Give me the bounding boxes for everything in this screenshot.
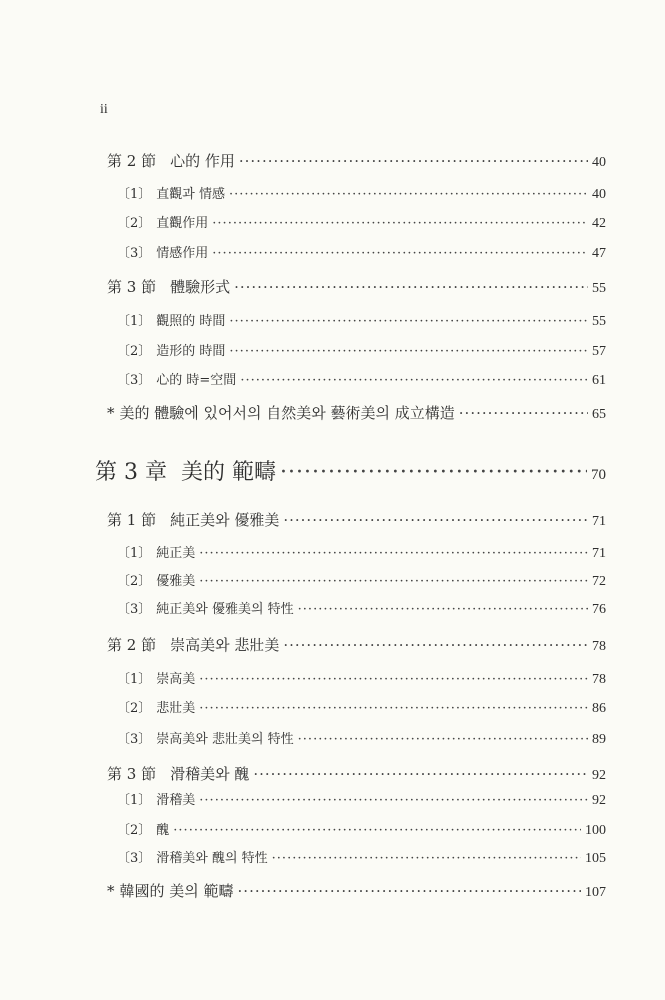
entry-page: 89 bbox=[592, 732, 606, 747]
entry-label bbox=[117, 183, 225, 202]
entry-title: 直觀과 情感 bbox=[156, 187, 225, 202]
entry-page: 100 bbox=[585, 823, 606, 838]
dot-leader bbox=[199, 793, 588, 808]
entry-label bbox=[107, 880, 234, 901]
entry-page: 55 bbox=[592, 281, 606, 296]
dot-leader bbox=[199, 701, 588, 716]
entry-label bbox=[117, 847, 268, 866]
entry-title: 滑稽美와 醜 bbox=[170, 765, 250, 783]
dot-leader bbox=[199, 546, 588, 561]
entry-page: 72 bbox=[592, 574, 606, 589]
entry-page: 92 bbox=[592, 793, 606, 808]
toc-entry-sub bbox=[117, 242, 606, 262]
toc-entry-sub bbox=[117, 542, 606, 562]
entry-label bbox=[117, 570, 195, 589]
toc-entry-chap bbox=[95, 455, 606, 486]
entry-page: 61 bbox=[592, 373, 606, 388]
toc-entry-sec bbox=[107, 276, 606, 297]
dot-leader bbox=[199, 574, 588, 589]
entry-label bbox=[107, 763, 249, 784]
entry-title: 滑稽美 bbox=[156, 793, 196, 808]
entry-title: 造形的 時間 bbox=[156, 344, 226, 359]
toc-entry-sub bbox=[117, 697, 606, 717]
entry-number: 〔2〕 bbox=[117, 701, 152, 716]
toc-entry-sub bbox=[117, 847, 606, 867]
entry-page: 78 bbox=[592, 672, 606, 687]
entry-number: 〔1〕 bbox=[117, 314, 152, 329]
toc-entry-sub bbox=[117, 369, 606, 389]
entry-title: 崇高美와 悲壯美 bbox=[170, 636, 280, 654]
dot-leader bbox=[272, 851, 581, 866]
entry-page: 65 bbox=[592, 407, 606, 422]
entry-title: 純正美와 優雅美 bbox=[170, 511, 280, 529]
dot-leader bbox=[253, 765, 588, 783]
entry-page: 105 bbox=[585, 851, 606, 866]
entry-number: 〔3〕 bbox=[117, 732, 152, 747]
toc-entry-sec bbox=[107, 763, 606, 784]
dot-leader bbox=[212, 216, 588, 231]
toc-entry-sub bbox=[117, 668, 606, 688]
dot-leader bbox=[239, 152, 588, 170]
toc-entry-sub bbox=[117, 728, 606, 748]
toc-entry-sub bbox=[117, 598, 606, 618]
entry-page: 47 bbox=[592, 246, 606, 261]
entry-number: 〔3〕 bbox=[117, 373, 152, 388]
dot-leader bbox=[238, 882, 581, 900]
entry-label bbox=[107, 150, 235, 171]
toc-entry-sub bbox=[117, 819, 606, 839]
entry-label bbox=[117, 340, 225, 359]
entry-label bbox=[117, 598, 294, 617]
entry-label bbox=[117, 369, 236, 388]
entry-page: 71 bbox=[592, 514, 606, 529]
entry-title: 心的 作用 bbox=[170, 152, 235, 170]
entry-number: 〔2〕 bbox=[117, 216, 152, 231]
dot-leader bbox=[212, 246, 588, 261]
entry-number: 〔2〕 bbox=[117, 574, 152, 589]
entry-number: 第 2 節 bbox=[107, 152, 157, 170]
dot-leader bbox=[283, 636, 588, 654]
dot-leader bbox=[199, 672, 588, 687]
entry-number: 〔1〕 bbox=[117, 187, 152, 202]
entry-title: 純正美와 優雅美의 特性 bbox=[156, 602, 294, 617]
entry-label bbox=[117, 728, 294, 747]
dot-leader bbox=[298, 602, 588, 617]
entry-title: 韓國的 美의 範疇 bbox=[119, 882, 234, 900]
entry-number: 〔2〕 bbox=[117, 823, 152, 838]
dot-leader bbox=[173, 823, 581, 838]
toc-entry-sec bbox=[107, 509, 606, 530]
entry-label bbox=[107, 276, 230, 297]
dot-leader bbox=[229, 344, 588, 359]
toc-entry-sub bbox=[117, 212, 606, 232]
entry-page: 40 bbox=[592, 187, 606, 202]
dot-leader bbox=[234, 278, 588, 296]
entry-label bbox=[107, 402, 455, 423]
entry-title: 優雅美 bbox=[156, 574, 196, 589]
entry-number: 〔1〕 bbox=[117, 546, 152, 561]
entry-title: 醜 bbox=[156, 823, 170, 838]
entry-page: 42 bbox=[592, 216, 606, 231]
entry-title: 美的 範疇 bbox=[180, 460, 276, 485]
entry-number: 〔3〕 bbox=[117, 246, 152, 261]
dot-leader bbox=[240, 373, 588, 388]
entry-page: 57 bbox=[592, 344, 606, 359]
entry-number: * bbox=[107, 404, 115, 422]
entry-label bbox=[117, 212, 208, 231]
entry-title: 觀照的 時間 bbox=[156, 314, 226, 329]
dot-leader bbox=[229, 314, 588, 329]
entry-page: 107 bbox=[585, 885, 606, 900]
entry-label bbox=[117, 542, 195, 561]
toc-entry-sub bbox=[117, 340, 606, 360]
entry-number: 〔1〕 bbox=[117, 672, 152, 687]
entry-title: 直觀作用 bbox=[156, 216, 209, 231]
entry-page: 86 bbox=[592, 701, 606, 716]
toc-entry-sec bbox=[107, 634, 606, 655]
entry-label bbox=[95, 455, 276, 486]
entry-label bbox=[117, 819, 169, 838]
entry-number: 〔3〕 bbox=[117, 851, 152, 866]
entry-number: 〔3〕 bbox=[117, 602, 152, 617]
entry-number: * bbox=[107, 882, 115, 900]
toc-entry-sub bbox=[117, 183, 606, 203]
entry-title: 崇高美 bbox=[156, 672, 196, 687]
page-number: ii bbox=[100, 102, 108, 117]
entry-number: 〔1〕 bbox=[117, 793, 152, 808]
entry-number: 第 3 章 bbox=[95, 460, 167, 485]
toc-entry-sub bbox=[117, 570, 606, 590]
entry-number: 第 1 節 bbox=[107, 511, 157, 529]
toc-entry-sub bbox=[117, 789, 606, 809]
entry-page: 71 bbox=[592, 546, 606, 561]
toc-entry-sec bbox=[107, 150, 606, 171]
entry-page: 55 bbox=[592, 314, 606, 329]
entry-page: 76 bbox=[592, 602, 606, 617]
entry-label bbox=[107, 634, 279, 655]
entry-page: 70 bbox=[591, 467, 606, 483]
entry-label bbox=[117, 697, 195, 716]
entry-number: 〔2〕 bbox=[117, 344, 152, 359]
dot-leader bbox=[229, 187, 588, 202]
toc-entry-star bbox=[107, 880, 606, 901]
entry-title: 滑稽美와 醜의 特性 bbox=[156, 851, 268, 866]
entry-page: 78 bbox=[592, 639, 606, 654]
entry-label bbox=[107, 509, 279, 530]
entry-label bbox=[117, 310, 225, 329]
entry-page: 40 bbox=[592, 155, 606, 170]
dot-leader bbox=[283, 511, 588, 529]
entry-title: 純正美 bbox=[156, 546, 196, 561]
entry-title: 心的 時=空間 bbox=[156, 373, 237, 388]
entry-title: 崇高美와 悲壯美의 特性 bbox=[156, 732, 294, 747]
toc-entry-sub bbox=[117, 310, 606, 330]
entry-title: 情感作用 bbox=[156, 246, 209, 261]
toc-entry-star bbox=[107, 402, 606, 423]
dot-leader bbox=[298, 732, 588, 747]
entry-title: 悲壯美 bbox=[156, 701, 196, 716]
dot-leader bbox=[280, 460, 587, 485]
entry-number: 第 3 節 bbox=[107, 278, 157, 296]
entry-label bbox=[117, 789, 195, 808]
entry-page: 92 bbox=[592, 768, 606, 783]
entry-title: 體驗形式 bbox=[170, 278, 231, 296]
entry-number: 第 2 節 bbox=[107, 636, 157, 654]
dot-leader bbox=[459, 404, 588, 422]
entry-label bbox=[117, 668, 195, 687]
entry-number: 第 3 節 bbox=[107, 765, 157, 783]
entry-title: 美的 體驗에 있어서의 自然美와 藝術美의 成立構造 bbox=[119, 404, 455, 422]
entry-label bbox=[117, 242, 208, 261]
